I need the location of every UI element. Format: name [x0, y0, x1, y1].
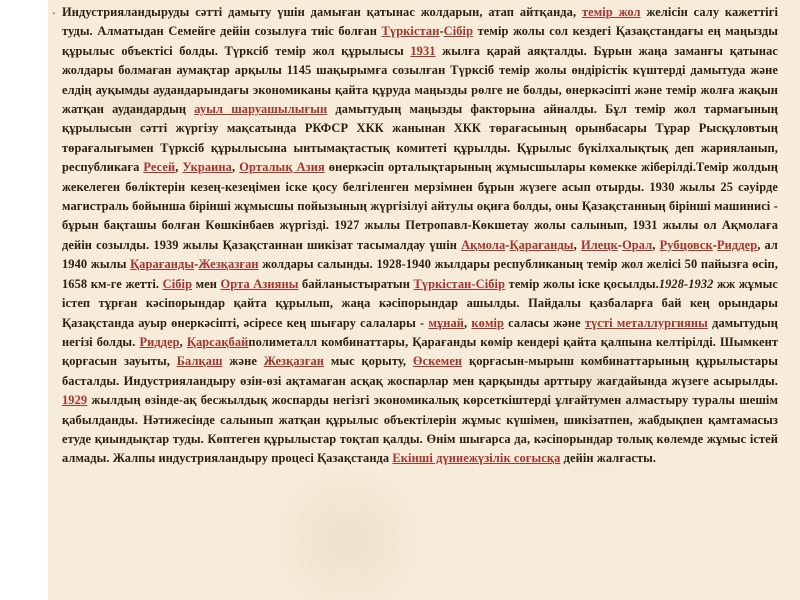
text-run: -	[617, 237, 623, 252]
text-run: ,	[231, 160, 240, 175]
text-link[interactable]: темір жол	[581, 5, 641, 19]
text-link[interactable]: Сібір	[443, 24, 474, 39]
text-link[interactable]: ауыл шаруашылығын	[194, 102, 328, 117]
text-link[interactable]: Орталық Азия	[239, 160, 325, 175]
text-run: дамытудың маңызды факторына айналды. Бұл темір жол тармағының құрылысын сәтті жүргізу мақсатында РКФСР ХКК жанынан ХКК төрағасының орынбасары Тұрар Рысқұловтың төрағалығымен Түрксіб құрылысына ынтымақтастық комитеті құрылды. Құрылыс бүкілхалықтық деп жарияланып, республикаға	[62, 102, 778, 175]
bullet-icon: •	[52, 9, 56, 20]
text-link[interactable]: Украина	[182, 160, 232, 175]
text-run: темір жолы іске қосылды.	[505, 276, 659, 291]
text-link[interactable]: Ресей	[143, 160, 176, 175]
text-link[interactable]: Қарағанды	[130, 257, 195, 272]
text-link[interactable]: мұнай	[428, 315, 465, 330]
text-link[interactable]: Қарсақбай	[186, 334, 249, 349]
text-link[interactable]: көмір	[471, 315, 505, 330]
text-run: жолдары салынды. 1928-1940 жылдары республиканың темір жол желісі 50 пайызға өсіп, 1658 км-ге жетті.	[62, 257, 778, 291]
text-link[interactable]: Екінші дүниежүзілік соғысқа	[392, 451, 561, 466]
text-link[interactable]: Түркістан	[381, 24, 440, 39]
text-link[interactable]: Сібір	[162, 276, 193, 291]
text-link[interactable]: Риддер	[716, 237, 758, 252]
text-run: полиметалл комбинаттары, Қарағанды көмір кендері қайта қалпына келтірілді. Шымкент қорғасын зауыты,	[62, 334, 779, 369]
text-run: -	[712, 237, 717, 252]
text-run: ,	[573, 237, 581, 252]
text-link[interactable]: Риддер	[139, 334, 180, 349]
text-link[interactable]: Орал	[622, 237, 653, 252]
text-link[interactable]: түсті металлургияны	[584, 315, 708, 330]
text-run: өнеркәсіп орталықтарының жұмысшылары көмекке жіберілді.Темір жолдың жекелеген бөліктерін кезең-кезеңімен іске қосу белгіленген мерзімнен бұрын жүзеге асып отырды. 1930 жылы 25 сәуірде магистраль бойынша бірінші жұмысшы пойызының жүргізілуі айтулы оқиға болды, оны Қазақстанның бірінші машинисі - бұрын бақташы болған Көшкінбаев жүргізді. 1927 жылы Петропавл-Көкшетау жолы салынып, 1931 жылы ол Ақмолаға дейін созылды. 1939 жылы Қазақстаннан шикізат тасымалдау үшін	[62, 160, 778, 252]
text-link[interactable]: Жезқазған	[198, 257, 259, 272]
text-run: ,	[464, 315, 472, 330]
text-link[interactable]: Ақмола	[461, 237, 506, 252]
text-run: темір жолы сол кездегі Қазақстандағы ең маңызды құрылыс объектісі болды. Түрксіб темір жол құрылысы	[62, 24, 778, 58]
body-paragraph	[62, 3, 778, 469]
text-run: -	[505, 237, 510, 252]
text-link[interactable]: Қарағанды	[509, 237, 574, 252]
text-run: -	[194, 257, 199, 272]
text-link[interactable]: Рубцовск	[659, 237, 713, 252]
text-run: желісін салу кажеттігі туды. Алматыдан Семейге дейін созылуға тиіс болған	[62, 5, 778, 39]
text-run: мыс қорыту,	[324, 354, 413, 369]
text-run: дейін жалғасты.	[560, 451, 657, 466]
text-run: , ал 1940 жылы	[62, 237, 778, 272]
text-link[interactable]: 1929	[62, 393, 88, 408]
italic-text: 1928-1932	[658, 276, 714, 291]
text-run: және	[222, 354, 264, 369]
text-run: жылға қарай аяқталды. Бұрын жаңа заманғы қатынас жолдары болмаған аумақтар арқылы 1145 шақырымға созылған Түрксіб темір жолы өндірістік күштерді дамытуда және елдің ауқымды аудандарындағы экономиканы қайта құруда маңызды рөлге ие болды, өнеркәсіпті және темір жолға жақын жатқан аудандардың	[62, 43, 779, 117]
text-link[interactable]: Түркістан-Сібір	[413, 276, 506, 291]
text-run: ,	[175, 160, 183, 175]
text-link[interactable]: 1931	[410, 43, 436, 58]
text-run: жж жұмыс істеп тұрған кәсіпорындар қайта құрылып, жаңа кәсіпорындар ашылды. Пайдалы қазбаларға бай кең орындары Қазақстанда ауыр өнеркәсіпті, әсіресе кең шығару салалары -	[62, 276, 779, 330]
text-run: саласы және	[504, 315, 585, 330]
text-run: ,	[179, 334, 187, 349]
text-run: -	[439, 24, 444, 39]
text-run: байланыстыратын	[298, 276, 414, 291]
text-run: жылдың өзінде-ақ бесжылдық жоспарды негізгі экономикалық көрсеткіштерді ұлғайтумен алмастыру туралы шешім қабылданды. Нәтижесінде салынып жатқан құрылыс объектілерін жұмыс күшімен, шикізатпен, жабдықпен қамтамасыз етуде қиындықтар туды. Көптеген құрылыстар тоқтап қалды. Өнім шығарса да, кәсіпорындар толық көлемде жұмыс істей алмады. Жалпы индустрияландыру процесі Қазақстанда	[62, 393, 778, 466]
text-link[interactable]: Балқаш	[176, 354, 223, 369]
text-run: Индустрияландыруды сәтті дамыту үшін дамыған қатынас жолдарын, атап айтқанда,	[62, 5, 582, 19]
text-run: ,	[652, 237, 660, 252]
text-link[interactable]: Жезқазған	[263, 354, 325, 369]
text-run: мен	[192, 276, 221, 291]
text-link[interactable]: Орта Азияны	[220, 276, 299, 291]
text-run: дамытудың негізі болды.	[62, 315, 778, 349]
text-link[interactable]: Илецк	[580, 237, 618, 252]
text-link[interactable]: Өскемен	[412, 354, 463, 369]
text-run: қорғасын-мырыш комбинаттарының құрылыстары басталды. Индустрияландыру өзін-өзі ақтамаған асқақ жоспарлар мен қарқынды арттыру жағдайында жүзеге асырылды.	[62, 354, 778, 388]
